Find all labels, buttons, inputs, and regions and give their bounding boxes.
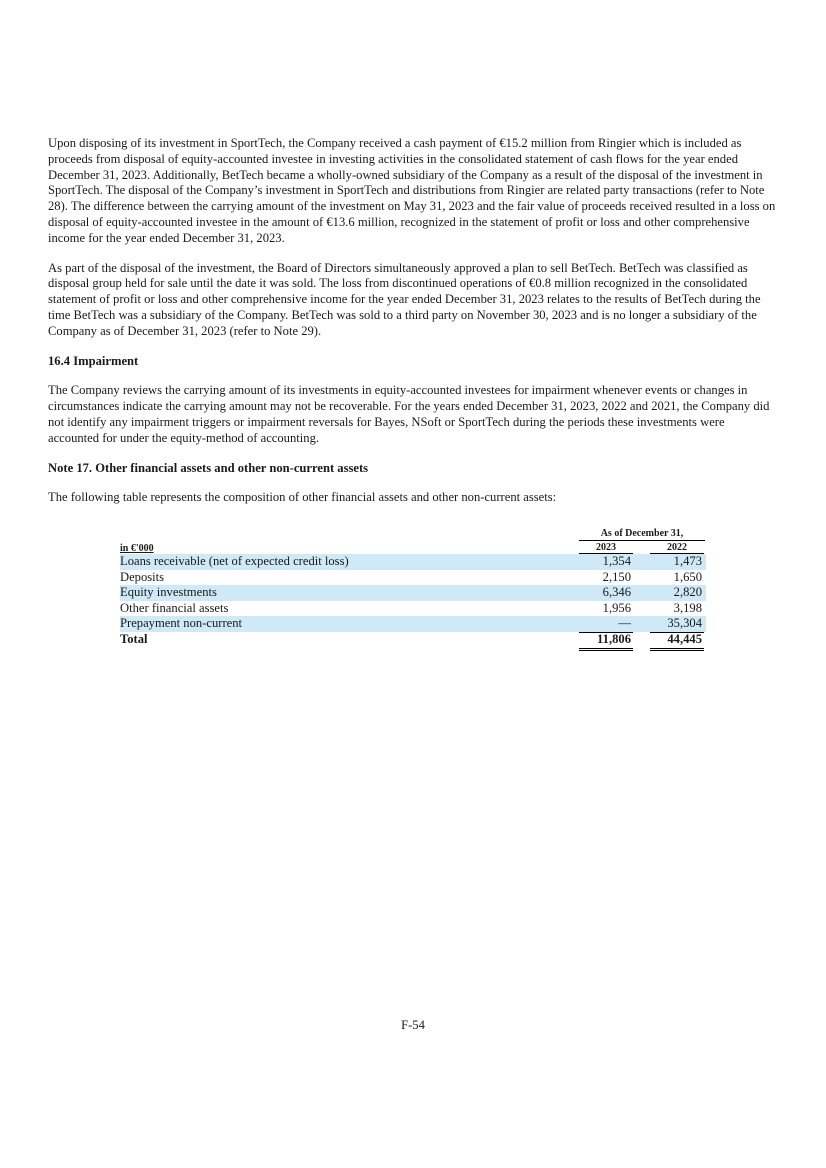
table-row xyxy=(120,554,706,570)
row-label: Equity investments xyxy=(120,585,217,600)
value-2022: 3,198 xyxy=(673,600,702,615)
table-header xyxy=(120,528,706,554)
table-row xyxy=(120,570,706,586)
value-2023: 1,354 xyxy=(602,554,631,568)
table-total-row xyxy=(120,632,706,648)
table-row xyxy=(120,585,706,601)
value-2022: 1,473 xyxy=(673,554,702,568)
value-2022: 2,820 xyxy=(673,585,702,600)
financial-assets-table xyxy=(120,528,706,648)
total-2022: 44,445 xyxy=(650,632,704,651)
page-number: F-54 xyxy=(401,1018,425,1032)
value-2022: 35,304 xyxy=(650,616,704,633)
paragraph-impairment: The Company reviews the carrying amount of its investments in equity-accounted investees for impairment whenever events or changes in circumstances indicate the carrying amount may not be recoverable. For the years ended December 31, 2023, 2022 and 2021, the Company did not identify any impairment triggers or impairment reversals for Bayes, NSoft or SportTech during the periods these investments were accounted for under the equity-method of accounting. xyxy=(48,383,770,445)
total-label: Total xyxy=(120,631,148,646)
row-label: Other financial assets xyxy=(120,600,229,615)
group-header: As of December 31, xyxy=(579,528,705,541)
value-2023: — xyxy=(579,616,633,633)
table-row xyxy=(120,601,706,617)
year-header-2023: 2023 xyxy=(579,542,633,554)
year-header-2022: 2022 xyxy=(650,542,704,554)
paragraph-table-intro: The following table represents the composition of other financial assets and other non-current assets: xyxy=(48,490,557,505)
paragraph-disposal-sporttech: Upon disposing of its investment in SportTech, the Company received a cash payment of €15.2 million from Ringier which is included as proceeds from disposal of equity-accounted investee in investing activities in the consolidated statement of cash flows for the year ended December 31, 2023. Additionally, BetTech became a wholly-owned subsidiary of the Company as a result of the disposal of the investment in SportTech. The disposal of the Company’s investment in SportTech and distributions from Ringier are related party transactions (refer to Note 28). The difference between the carrying amount of the investment on May 31, 2023 and the fair value of proceeds received resulted in a loss on disposal of equity-accounted investee in the amount of €13.6 million, recognized in the statement of profit or loss and other comprehensive income for the year ended December 31, 2023. xyxy=(48,136,776,245)
row-label: Loans receivable (net of expected credit loss) xyxy=(120,554,349,568)
value-2022: 1,650 xyxy=(673,569,702,584)
value-2023: 2,150 xyxy=(602,569,631,584)
value-2023: 1,956 xyxy=(602,600,631,615)
row-label: Prepayment non-current xyxy=(120,616,243,631)
value-2023: 6,346 xyxy=(602,585,631,600)
unit-label: in €'000 xyxy=(120,543,154,554)
document-body xyxy=(48,136,778,520)
total-2023: 11,806 xyxy=(579,632,633,651)
paragraph-bettech-sale: As part of the disposal of the investment, the Board of Directors simultaneously approved a plan to sell BetTech. BetTech was classified as disposal group held for sale until the date it was sold. The loss from discontinued operations of €0.8 million recognized in the consolidated statement of profit or loss and other comprehensive income for the year ended December 31, 2023 relates to the results of BetTech during the time BetTech was a subsidiary of the Company. BetTech was sold to a third party on November 30, 2023 and is no longer a subsidiary of the Company as of December 31, 2023 (refer to Note 29). xyxy=(48,260,761,338)
heading-impairment: 16.4 Impairment xyxy=(48,353,139,368)
table-row xyxy=(120,616,706,632)
row-label: Deposits xyxy=(120,569,165,584)
heading-note-17: Note 17. Other financial assets and other non-current assets xyxy=(48,460,369,475)
